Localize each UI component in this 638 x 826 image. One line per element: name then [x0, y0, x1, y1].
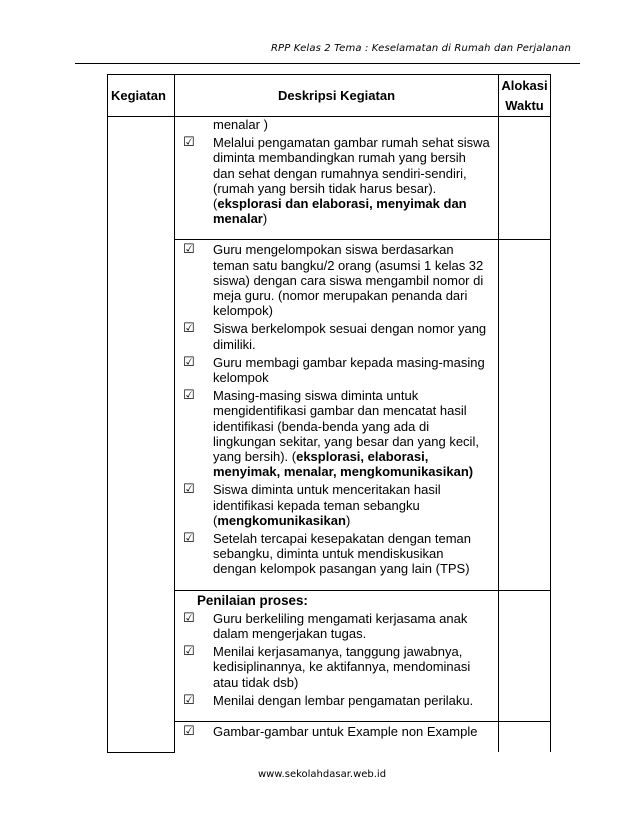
checkbox-checked-icon: ☑: [183, 242, 195, 258]
continued-text: menalar ): [213, 117, 268, 132]
column-header-alokasi: Alokasi Waktu: [499, 75, 551, 117]
item-text: Guru membagi gambar kepada masing-masing kelompok: [213, 354, 485, 386]
item-text: Siswa diminta untuk menceritakan hasil identifikasi kepada teman sebangku (: [213, 482, 441, 528]
item-text: Guru mengelompokan siswa berdasarkan teman satu bangku/2 orang (asumsi 1 kelas 32 siswa) dengan cara siswa mengambil nomor di meja guru. (nomor merupakan penanda dari kelompok): [213, 242, 484, 319]
alokasi-cell: [499, 240, 551, 590]
deskripsi-cell: [175, 117, 499, 240]
checkbox-checked-icon: ☑: [183, 388, 195, 404]
checkbox-checked-icon: ☑: [183, 610, 195, 626]
table-row: [108, 117, 551, 240]
checkbox-checked-icon: ☑: [183, 482, 195, 498]
item-text: Masing-masing siswa diminta untuk mengidentifikasi gambar dan mencatat hasil identifikasi (benda-benda yang ada di lingkungan sekitar, yang besar dan yang kecil, yang bersih). (: [213, 388, 479, 465]
activity-section: [175, 240, 498, 589]
item-text: Setelah tercapai kesepakatan dengan teman sebangku, diminta untuk mendiskusikan dengan kelompok pasangan yang lain (TPS): [213, 531, 472, 577]
kegiatan-cell: [108, 117, 175, 753]
list-item: [175, 355, 498, 385]
page-footer-url: www.sekolahdasar.web.id: [257, 769, 387, 780]
checkbox-checked-icon: ☑: [183, 321, 195, 337]
activity-section: [175, 117, 498, 239]
column-header-deskripsi: Deskripsi Kegiatan: [175, 75, 499, 117]
deskripsi-cell: [175, 721, 499, 752]
checkbox-checked-icon: ☑: [183, 692, 195, 708]
table-header-row: [108, 75, 551, 117]
list-item: [175, 242, 498, 318]
activity-section: [175, 591, 498, 721]
item-text: Gambar-gambar untuk Example non Example: [213, 723, 478, 739]
checkbox-checked-icon: ☑: [183, 644, 195, 660]
item-text: Guru berkeliling mengamati kerjasama anak dalam mengerjakan tugas.: [213, 610, 468, 641]
list-item: [175, 482, 498, 528]
column-header-kegiatan: Kegiatan: [108, 75, 175, 117]
list-item: [175, 724, 498, 739]
item-text-after: ): [262, 211, 268, 227]
item-bold-text: eksplorasi, elaborasi, menyimak, menalar, mengkomunikasikan): [213, 449, 474, 480]
table-row: [108, 240, 551, 590]
item-bold-text: mengkomunikasikan: [217, 512, 346, 528]
activity-table: [107, 74, 551, 753]
deskripsi-cell: [175, 590, 499, 721]
item-bold-text: eksplorasi dan elaborasi, menyimak dan menalar: [213, 196, 467, 227]
running-header: RPP Kelas 2 Tema : Keselamatan di Rumah dan Perjalanan: [270, 43, 571, 54]
table-row: [108, 590, 551, 721]
item-text: Menilai kerjasamanya, tanggung jawabnya, kedisiplinannya, ke aktifannya, mendominasi atau tidak dsb): [213, 644, 471, 690]
list-item: [175, 611, 498, 641]
list-item: [175, 321, 498, 351]
item-text: Siswa berkelompok sesuai dengan nomor yang dimiliki.: [213, 321, 487, 352]
item-text: Menilai dengan lembar pengamatan perilaku.: [213, 692, 474, 708]
checkbox-checked-icon: ☑: [183, 531, 195, 547]
list-item: [175, 388, 498, 479]
list-item: [175, 644, 498, 690]
item-text: Melalui pengamatan gambar rumah sehat siswa diminta membandingkan rumah yang bersih dan sehat dengan rumahnya sendiri-sendiri, (rumah yang bersih tidak harus besar). (: [213, 135, 490, 212]
checkbox-checked-icon: ☑: [183, 135, 195, 151]
alokasi-cell: [499, 117, 551, 240]
item-text-after: ): [345, 512, 351, 528]
activity-section: [175, 722, 498, 752]
list-item: [175, 531, 498, 577]
table-row: [108, 721, 551, 752]
list-item: [175, 693, 498, 708]
alokasi-cell: [499, 590, 551, 721]
checkbox-checked-icon: ☑: [183, 354, 195, 370]
header-rule: [75, 63, 580, 64]
alokasi-cell: [499, 721, 551, 752]
list-item: [175, 135, 498, 226]
checkbox-checked-icon: ☑: [183, 723, 195, 739]
deskripsi-cell: [175, 240, 499, 590]
section-title: Penilaian proses:: [197, 592, 308, 608]
table-body: [108, 117, 551, 753]
